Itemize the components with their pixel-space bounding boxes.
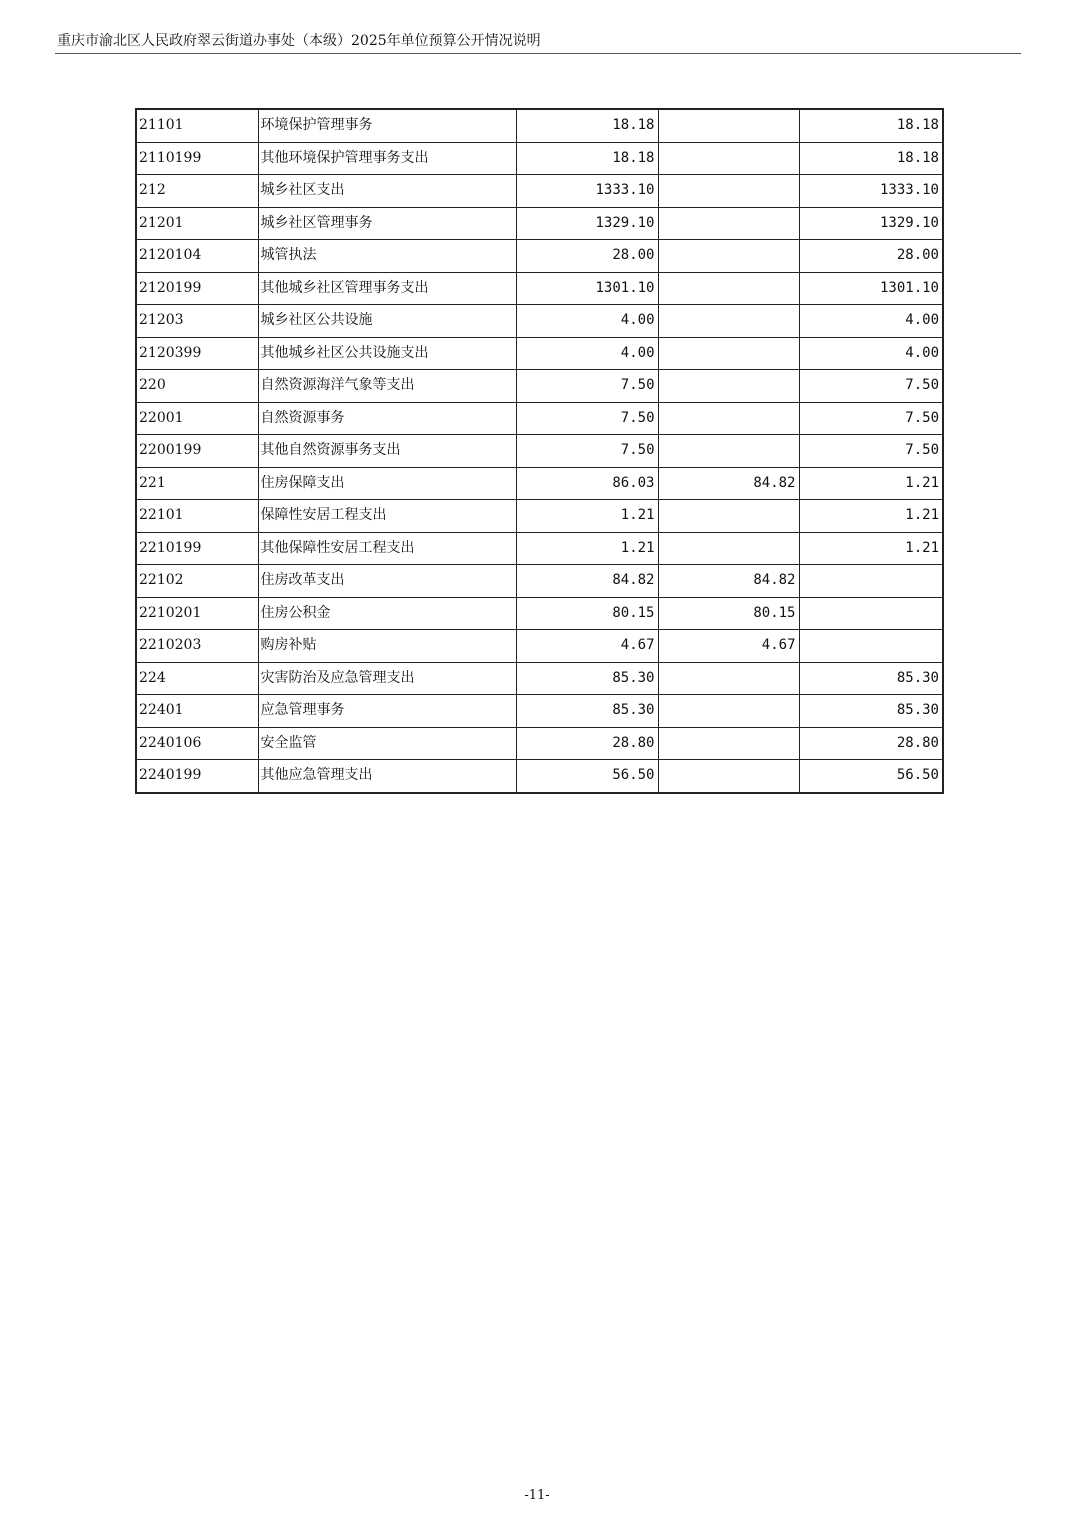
- subject-name-cell: 城管执法: [258, 240, 516, 273]
- table-row: [136, 175, 943, 208]
- table-row: [136, 142, 943, 175]
- project-expenditure-cell: 85.30: [799, 695, 943, 728]
- page-header-title: 重庆市渝北区人民政府翠云街道办事处（本级）2025年单位预算公开情况说明: [57, 33, 541, 49]
- subject-code-cell: 2110199: [136, 142, 258, 175]
- total-amount-cell: 85.30: [516, 662, 658, 695]
- total-amount-cell: 1301.10: [516, 272, 658, 305]
- project-expenditure-cell: 18.18: [799, 109, 943, 142]
- subject-name-cell: 其他应急管理支出: [258, 760, 516, 793]
- subject-code-cell: 2210199: [136, 532, 258, 565]
- table-row: [136, 662, 943, 695]
- project-expenditure-cell: 4.00: [799, 305, 943, 338]
- total-amount-cell: 1.21: [516, 532, 658, 565]
- total-amount-cell: 4.67: [516, 630, 658, 663]
- table-row: [136, 630, 943, 663]
- subject-name-cell: 购房补贴: [258, 630, 516, 663]
- subject-name-cell: 住房保障支出: [258, 467, 516, 500]
- project-expenditure-cell: [799, 565, 943, 598]
- project-expenditure-cell: 7.50: [799, 370, 943, 403]
- total-amount-cell: 86.03: [516, 467, 658, 500]
- total-amount-cell: 4.00: [516, 305, 658, 338]
- header-divider: [55, 53, 1021, 54]
- table-row: [136, 240, 943, 273]
- project-expenditure-cell: [799, 630, 943, 663]
- table-row: [136, 370, 943, 403]
- total-amount-cell: 80.15: [516, 597, 658, 630]
- subject-code-cell: 22001: [136, 402, 258, 435]
- basic-expenditure-cell: [658, 207, 799, 240]
- subject-code-cell: 2240106: [136, 727, 258, 760]
- project-expenditure-cell: 4.00: [799, 337, 943, 370]
- subject-name-cell: 城乡社区管理事务: [258, 207, 516, 240]
- table-row: [136, 207, 943, 240]
- total-amount-cell: 28.00: [516, 240, 658, 273]
- subject-name-cell: 自然资源事务: [258, 402, 516, 435]
- project-expenditure-cell: 1329.10: [799, 207, 943, 240]
- subject-name-cell: 住房改革支出: [258, 565, 516, 598]
- project-expenditure-cell: 56.50: [799, 760, 943, 793]
- total-amount-cell: 85.30: [516, 695, 658, 728]
- subject-code-cell: 224: [136, 662, 258, 695]
- basic-expenditure-cell: 84.82: [658, 467, 799, 500]
- table-row: [136, 727, 943, 760]
- table-row: [136, 695, 943, 728]
- basic-expenditure-cell: [658, 435, 799, 468]
- basic-expenditure-cell: [658, 142, 799, 175]
- total-amount-cell: 1333.10: [516, 175, 658, 208]
- subject-name-cell: 灾害防治及应急管理支出: [258, 662, 516, 695]
- project-expenditure-cell: 7.50: [799, 435, 943, 468]
- basic-expenditure-cell: 4.67: [658, 630, 799, 663]
- project-expenditure-cell: 18.18: [799, 142, 943, 175]
- table-row: [136, 467, 943, 500]
- subject-name-cell: 其他环境保护管理事务支出: [258, 142, 516, 175]
- total-amount-cell: 1.21: [516, 500, 658, 533]
- subject-code-cell: 2120399: [136, 337, 258, 370]
- basic-expenditure-cell: [658, 175, 799, 208]
- subject-code-cell: 22401: [136, 695, 258, 728]
- total-amount-cell: 4.00: [516, 337, 658, 370]
- basic-expenditure-cell: [658, 500, 799, 533]
- table-row: [136, 597, 943, 630]
- subject-code-cell: 21101: [136, 109, 258, 142]
- subject-name-cell: 其他城乡社区管理事务支出: [258, 272, 516, 305]
- table-row: [136, 760, 943, 793]
- subject-name-cell: 应急管理事务: [258, 695, 516, 728]
- subject-name-cell: 城乡社区支出: [258, 175, 516, 208]
- subject-code-cell: 2210203: [136, 630, 258, 663]
- subject-name-cell: 其他城乡社区公共设施支出: [258, 337, 516, 370]
- basic-expenditure-cell: [658, 727, 799, 760]
- total-amount-cell: 28.80: [516, 727, 658, 760]
- subject-code-cell: 2120199: [136, 272, 258, 305]
- project-expenditure-cell: 1.21: [799, 500, 943, 533]
- total-amount-cell: 84.82: [516, 565, 658, 598]
- basic-expenditure-cell: [658, 370, 799, 403]
- project-expenditure-cell: 1333.10: [799, 175, 943, 208]
- total-amount-cell: 18.18: [516, 142, 658, 175]
- project-expenditure-cell: [799, 597, 943, 630]
- project-expenditure-cell: 1.21: [799, 467, 943, 500]
- project-expenditure-cell: 28.80: [799, 727, 943, 760]
- subject-code-cell: 22101: [136, 500, 258, 533]
- total-amount-cell: 7.50: [516, 402, 658, 435]
- subject-name-cell: 住房公积金: [258, 597, 516, 630]
- basic-expenditure-cell: [658, 760, 799, 793]
- total-amount-cell: 7.50: [516, 435, 658, 468]
- table-row: [136, 500, 943, 533]
- project-expenditure-cell: 1301.10: [799, 272, 943, 305]
- basic-expenditure-cell: [658, 402, 799, 435]
- subject-name-cell: 保障性安居工程支出: [258, 500, 516, 533]
- basic-expenditure-cell: [658, 272, 799, 305]
- table-row: [136, 272, 943, 305]
- basic-expenditure-cell: [658, 337, 799, 370]
- table-row: [136, 565, 943, 598]
- table-body: [136, 109, 943, 793]
- page-number: -11-: [524, 1488, 550, 1503]
- subject-name-cell: 其他保障性安居工程支出: [258, 532, 516, 565]
- project-expenditure-cell: 7.50: [799, 402, 943, 435]
- subject-code-cell: 2240199: [136, 760, 258, 793]
- budget-expenditure-table: [135, 108, 944, 794]
- basic-expenditure-cell: [658, 305, 799, 338]
- basic-expenditure-cell: 84.82: [658, 565, 799, 598]
- project-expenditure-cell: 28.00: [799, 240, 943, 273]
- basic-expenditure-cell: [658, 695, 799, 728]
- project-expenditure-cell: 85.30: [799, 662, 943, 695]
- table-row: [136, 109, 943, 142]
- subject-code-cell: 2200199: [136, 435, 258, 468]
- total-amount-cell: 1329.10: [516, 207, 658, 240]
- subject-code-cell: 21201: [136, 207, 258, 240]
- table-row: [136, 337, 943, 370]
- subject-name-cell: 环境保护管理事务: [258, 109, 516, 142]
- total-amount-cell: 7.50: [516, 370, 658, 403]
- table-row: [136, 532, 943, 565]
- subject-name-cell: 安全监管: [258, 727, 516, 760]
- basic-expenditure-cell: [658, 240, 799, 273]
- subject-code-cell: 221: [136, 467, 258, 500]
- basic-expenditure-cell: [658, 662, 799, 695]
- total-amount-cell: 18.18: [516, 109, 658, 142]
- basic-expenditure-cell: [658, 532, 799, 565]
- subject-name-cell: 其他自然资源事务支出: [258, 435, 516, 468]
- project-expenditure-cell: 1.21: [799, 532, 943, 565]
- table-row: [136, 305, 943, 338]
- subject-name-cell: 自然资源海洋气象等支出: [258, 370, 516, 403]
- subject-code-cell: 22102: [136, 565, 258, 598]
- subject-code-cell: 220: [136, 370, 258, 403]
- subject-code-cell: 21203: [136, 305, 258, 338]
- total-amount-cell: 56.50: [516, 760, 658, 793]
- subject-code-cell: 2120104: [136, 240, 258, 273]
- basic-expenditure-cell: [658, 109, 799, 142]
- subject-code-cell: 212: [136, 175, 258, 208]
- table-row: [136, 435, 943, 468]
- subject-name-cell: 城乡社区公共设施: [258, 305, 516, 338]
- subject-code-cell: 2210201: [136, 597, 258, 630]
- table-row: [136, 402, 943, 435]
- basic-expenditure-cell: 80.15: [658, 597, 799, 630]
